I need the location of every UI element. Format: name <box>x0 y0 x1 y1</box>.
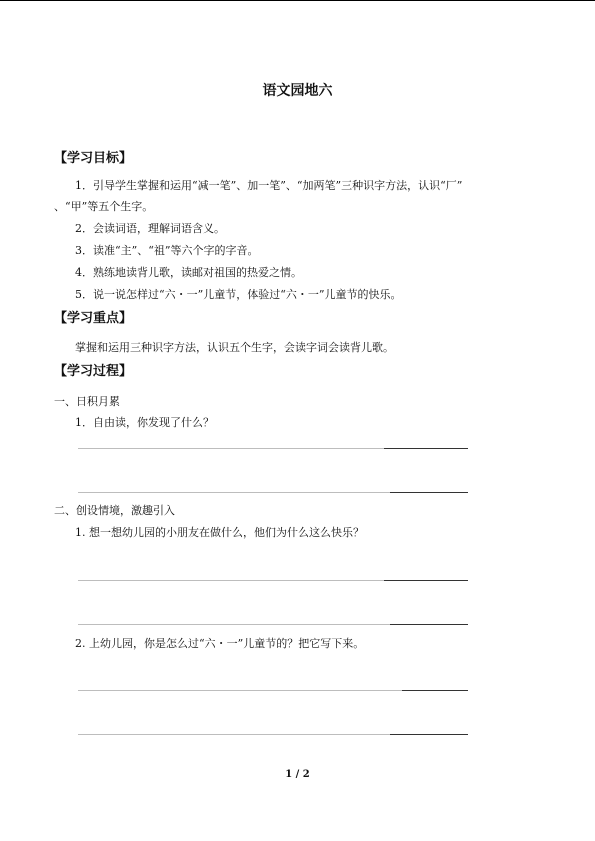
answer-line-2[interactable] <box>390 492 468 493</box>
answer-line-1-light <box>78 448 384 449</box>
goal-item-3: 3．读准“主”、“祖”等六个字的字音。 <box>75 244 259 257</box>
part2-question-2: 2. 上幼儿园，你是怎么过“六・一”儿童节的？把它写下来。 <box>75 637 365 650</box>
goal-item-4: 4．熟练地读背儿歌，读邮对祖国的热爱之情。 <box>75 266 302 279</box>
part1-title: 一、日积月累 <box>54 395 120 408</box>
answer-line-5-light <box>78 690 402 691</box>
part1-question-1: 1．自由读，你发现了什么？ <box>75 416 214 429</box>
answer-line-3[interactable] <box>384 580 468 581</box>
answer-line-6-light <box>78 734 390 735</box>
page-title: 语文园地六 <box>262 83 333 99</box>
page-number: 1 / 2 <box>285 769 310 780</box>
answer-line-3-light <box>78 580 384 581</box>
answer-line-5[interactable] <box>402 690 468 691</box>
goal-item-5: 5．说一说怎样过“六・一”儿童节，体验过“六・一”儿童节的快乐。 <box>75 288 402 301</box>
goal-item-1-continued: 、“甲”等五个生字。 <box>54 200 154 213</box>
top-border <box>0 0 595 1</box>
part2-question-1: 1. 想一想幼儿园的小朋友在做什么，他们为什么这么快乐？ <box>75 526 364 539</box>
goal-item-1: 1．引导学生掌握和运用“减一笔”、加一笔”、“加两笔”三种识字方法，认识“厂” <box>75 179 463 192</box>
goals-heading: 【学习目标】 <box>54 151 133 166</box>
process-heading: 【学习过程】 <box>54 364 133 379</box>
focus-text: 掌握和运用三种识字方法，认识五个生字，会读字词会读背儿歌。 <box>75 341 394 354</box>
part2-title: 二、创设情境，激趣引入 <box>54 504 175 517</box>
answer-line-6[interactable] <box>390 734 468 735</box>
answer-line-1[interactable] <box>384 448 468 449</box>
answer-line-4[interactable] <box>390 624 468 625</box>
answer-line-2-light <box>78 492 390 493</box>
goal-item-2: 2．会读词语，理解词语含义。 <box>75 222 225 235</box>
focus-heading: 【学习重点】 <box>54 311 133 326</box>
answer-line-4-light <box>78 624 390 625</box>
